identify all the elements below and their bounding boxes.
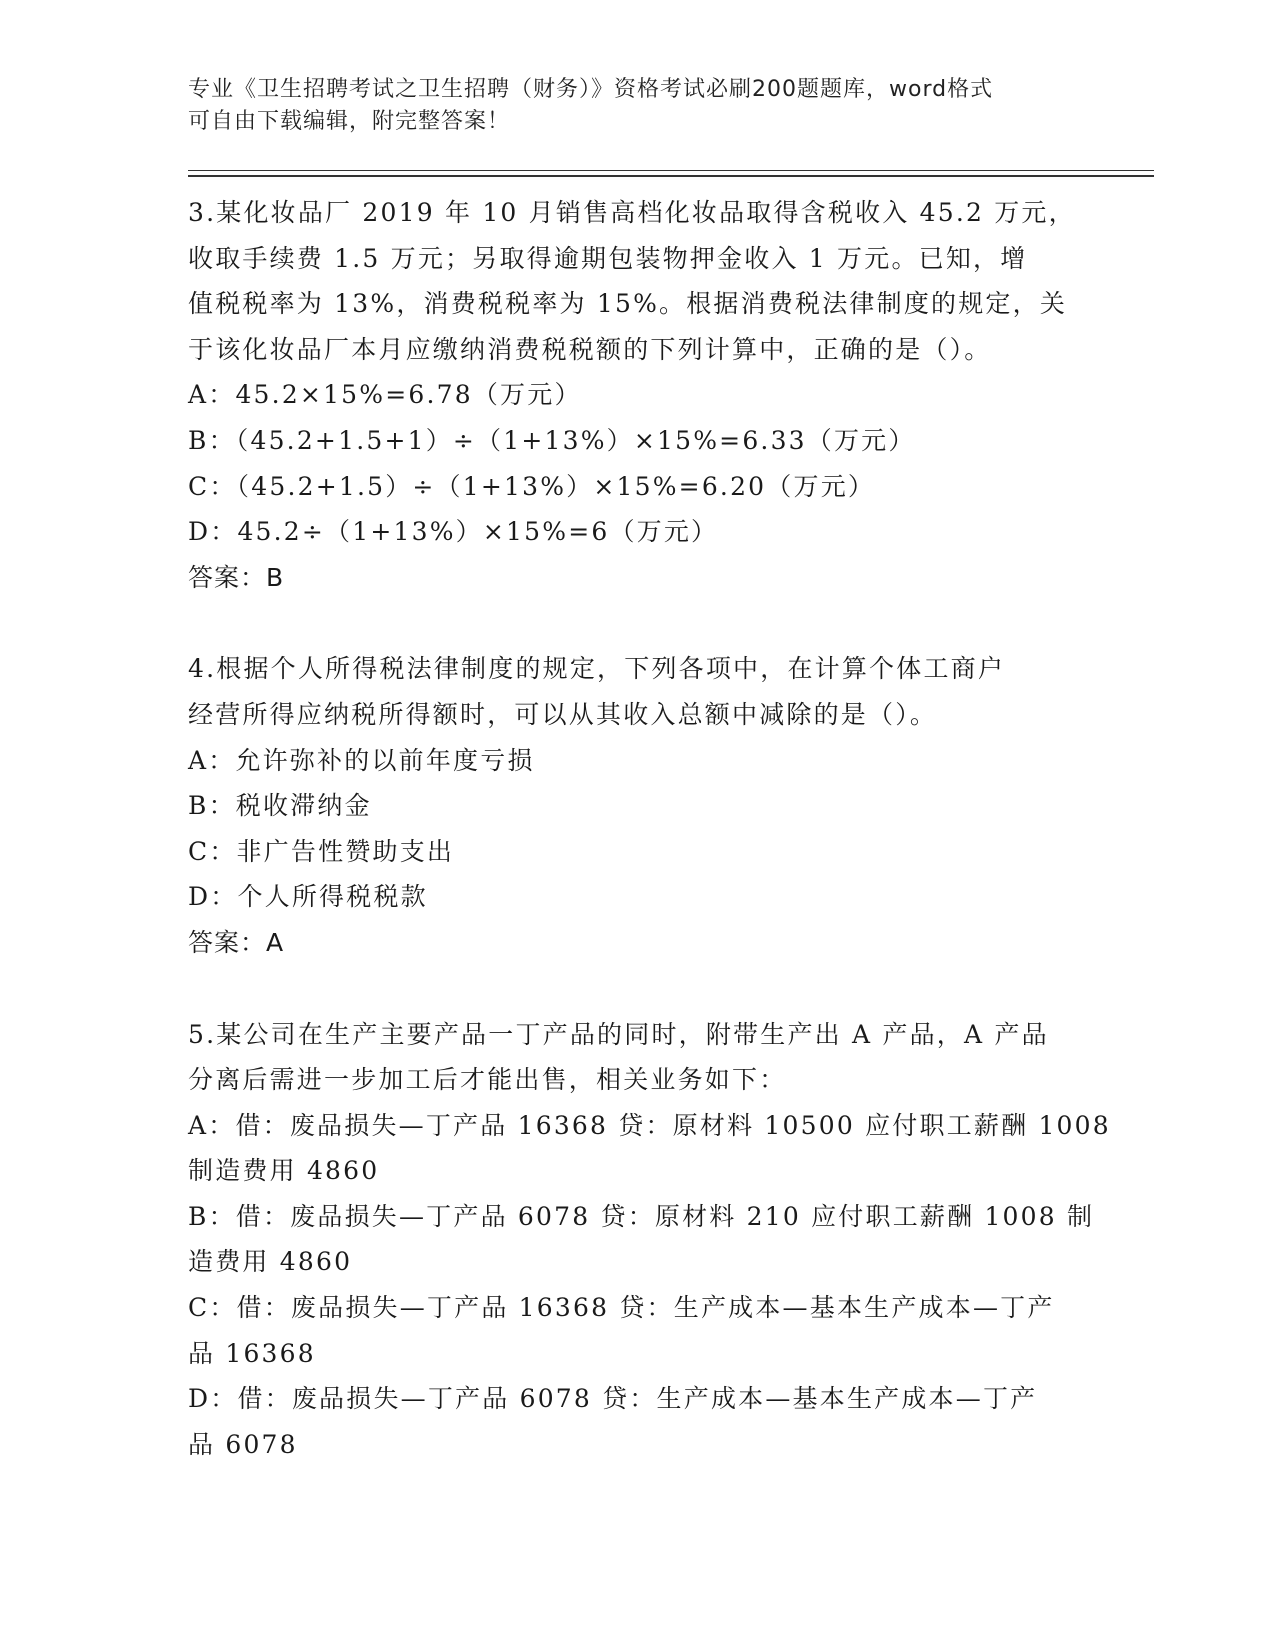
header-title-line-2: 可自由下载编辑，附完整答案！ [188,109,511,134]
answer-line: 答案：B [188,562,285,592]
question-stem-line: 值税税率为 13%，消费税税率为 15%。根据消费税法律制度的规定，关 [188,289,1068,319]
question-stem-line: 3.某化妆品厂 2019 年 10 月销售高档化妆品取得含税收入 45.2 万元， [188,198,1076,227]
question-stem-line: 收取手续费 1.5 万元；另取得逾期包装物押金收入 1 万元。已知，增 [188,243,1028,273]
option-c-continued: 品 16368 [188,1338,316,1368]
option-c: C：借：废品损失—丁产品 16368 贷：生产成本—基本生产成本—丁产 [188,1293,1055,1323]
header-title-line-1: 专业《卫生招聘考试之卫生招聘（财务）》资格考试必刷200题题库，word格式 [188,77,994,102]
option-d: D：个人所得税税款 [188,882,428,912]
option-b-continued: 造费用 4860 [188,1247,353,1277]
question-stem-line: 于该化妆品厂本月应缴纳消费税税额的下列计算中，正确的是（）。 [188,334,992,364]
option-d: D：借：废品损失—丁产品 6078 贷：生产成本—基本生产成本—丁产 [188,1384,1038,1414]
question-list [188,190,1111,1467]
question-stem-line: 4.根据个人所得税法律制度的规定，下列各项中，在计算个体工商户 [188,654,1006,684]
option-a-continued: 制造费用 4860 [188,1156,380,1186]
question-spacer [188,600,1088,646]
header-divider-thick [188,175,1154,177]
option-b: B：税收滞纳金 [188,791,372,821]
option-d: D：45.2÷（1+13%）×15%=6（万元） [188,517,719,547]
answer-line: 答案：A [188,927,285,957]
document-header [188,74,1088,138]
question-4 [188,646,1088,965]
question-spacer [188,966,1088,1012]
header-divider-thin [188,170,1154,171]
option-c: C：（45.2+1.5）÷（1+13%）×15%=6.20（万元） [188,471,876,501]
option-a: A：借：废品损失—丁产品 16368 贷：原材料 10500 应付职工薪酬 1008 [188,1110,1111,1140]
option-c: C：非广告性赞助支出 [188,836,455,866]
question-stem-line: 分离后需进一步加工后才能出售，相关业务如下： [188,1065,787,1095]
question-5 [188,1012,1111,1468]
option-b: B：（45.2+1.5+1）÷（1+13%）×15%=6.33（万元） [188,425,916,455]
question-stem-line: 5.某公司在生产主要产品一丁产品的同时，附带生产出 A 产品，A 产品 [188,1019,1049,1049]
option-a: A：允许弥补的以前年度亏损 [188,745,535,775]
option-a: A：45.2×15%=6.78（万元） [188,380,582,410]
question-stem-line: 经营所得应纳税所得额时，可以从其收入总额中减除的是（）。 [188,699,938,729]
option-b: B：借：废品损失—丁产品 6078 贷：原材料 210 应付职工薪酬 1008 制 [188,1201,1095,1231]
question-3 [188,190,1088,600]
option-d-continued: 品 6078 [188,1429,298,1459]
